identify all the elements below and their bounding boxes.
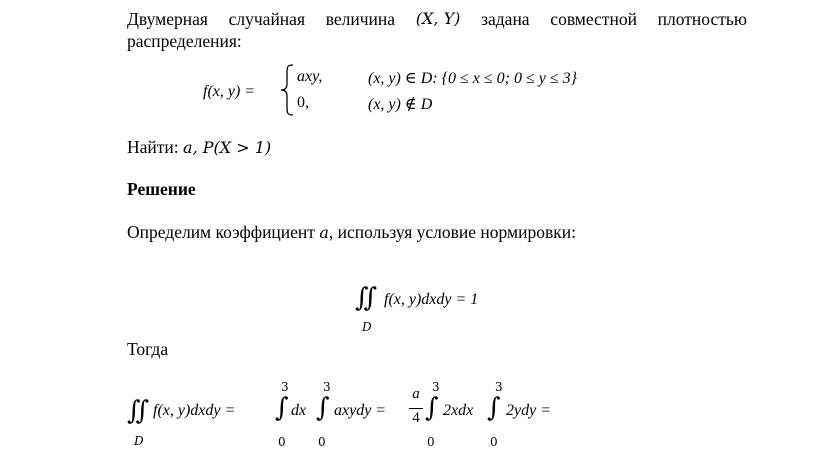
intro-word: задана [481,9,530,29]
lower-limit: 0 [278,435,286,449]
find-items: a, P(X > 1) [183,138,272,157]
fraction-bar [409,408,423,409]
upper-limit: 3 [495,380,503,394]
intro-word: совместной [550,9,637,29]
double-integral-symbol: ∬ [355,283,378,313]
solution-heading: Решение [127,179,196,199]
intro-word: плотностью [657,9,747,29]
integral-region-label: D [134,434,144,448]
lower-limit: 0 [427,435,435,449]
intro-word: Двумерная [127,9,208,29]
integral-symbol: ∫ [316,393,330,423]
intro-variable: (X, Y) [415,9,461,28]
lower-limit: 0 [490,435,498,449]
intro-word: величина [325,9,396,29]
integral-symbol: ∫ [487,393,501,423]
step1-var: a [319,223,329,242]
fraction-denominator: 4 [412,410,420,426]
density-lhs: f(x, y) = [203,83,256,100]
density-row2-expr: 0, [297,94,309,111]
expand-part5: 2ydy = [506,402,551,419]
integral-region-label: D [362,320,372,334]
lower-limit: 0 [318,435,326,449]
integral-symbol: ∫ [425,393,439,423]
step1-line [127,220,576,245]
normalization-body: f(x, y)dxdy = 1 [384,291,479,308]
expand-part2: dx [291,402,307,419]
double-integral-symbol: ∬ [127,396,150,426]
fraction-numerator: a [412,386,420,402]
then-label: Тогда [127,339,169,359]
integral-symbol: ∫ [275,393,289,423]
step1-text-after: , используя условие нормировки: [328,222,576,242]
expand-part4: 2xdx [443,402,474,419]
find-label: Найти: [127,137,179,157]
density-row2-cond: (x, y) ∉ D [368,96,433,113]
step1-text-before: Определим коэффициент [127,222,315,242]
intro-line-1 [127,7,747,31]
expand-part3: axydy = [334,402,387,419]
expand-part1: f(x, y)dxdy = [153,402,236,419]
upper-limit: 3 [323,380,331,394]
intro-line-2: распределения: [127,31,242,51]
intro-word: случайная [228,9,305,29]
find-line [127,135,271,160]
density-row1-expr: axy, [297,68,323,85]
density-row1-cond: (x, y) ∈ D: {0 ≤ x ≤ 0; 0 ≤ y ≤ 3} [368,70,578,87]
upper-limit: 3 [281,380,289,394]
left-brace-icon [279,64,295,116]
upper-limit: 3 [432,380,440,394]
